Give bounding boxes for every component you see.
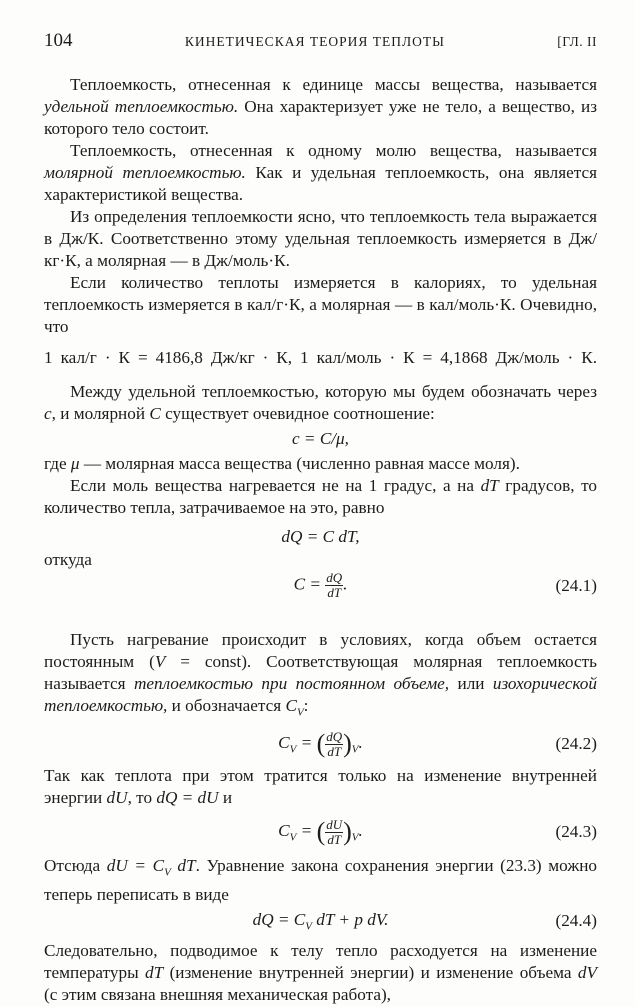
eq-sub: V (305, 920, 312, 933)
inline-equation: dQ = dU (156, 788, 219, 808)
eq-text: dQ = C dT, (281, 527, 360, 546)
eq-paren-sub: V (351, 743, 359, 756)
text: Теплоемкость, отнесенная к единице массы вещества, называется (70, 75, 597, 94)
text: Следовательно, подводимое к телу тепло расходуется на изменение температуры (44, 941, 597, 983)
text: . Уравнение закона сохранения энергии (23.3) можно теперь переписать в виде (44, 856, 597, 904)
equation-dq (44, 527, 597, 547)
eq-paren-sub: V (351, 831, 359, 844)
eq-lhs-sub: V (289, 743, 297, 756)
equation-number: (24.3) (555, 822, 597, 842)
eq-lhs: C (278, 733, 290, 753)
text: Отсюда (44, 856, 107, 876)
paragraph-relation (44, 381, 597, 425)
inline-sub: V (164, 866, 171, 879)
symbol-dT: dT (145, 963, 164, 983)
text: градусов, то количество тепла, затрачиваемое на это, равно (44, 476, 597, 517)
symbol-V: V (154, 652, 166, 671)
paragraph-heating (44, 475, 597, 519)
fraction (325, 730, 343, 759)
eq-text: c = C/μ, (292, 429, 349, 448)
paragraph-isochoric (44, 629, 597, 723)
text: Если моль вещества нагревается не на 1 градус, а на (70, 476, 481, 495)
text: Теплоемкость, отнесенная к одному молю вещества, называется (70, 141, 597, 160)
eq-lhs: C (278, 821, 290, 841)
paragraph-calories: Если количество теплоты измеряется в калориях, то удельная теплоемкость измеряется в кал/г·К, а молярная — в кал/моль·К. Очевидно, что (44, 273, 597, 336)
inline-equation-tail: dT (170, 856, 196, 876)
fraction (325, 818, 343, 847)
text: Пусть нагревание происходит в условиях, когда объем остается постоянным ( (44, 630, 597, 671)
term-molar-heat: молярной теплоемкостью. (44, 163, 246, 182)
equation-number: (24.2) (555, 734, 597, 754)
equation-24-3: $C_V$ = ( $\frac{dU}{dT}$ )$_V$. (24.3) (278, 816, 597, 847)
running-header (44, 30, 597, 52)
text: существует очевидное соотношение: (160, 404, 435, 423)
term-constant-volume: теплоемкостью при постоянном объеме, (133, 674, 450, 693)
paragraph-conclusion (44, 940, 597, 1006)
term-isochoric: изохорической теплоемкостью, (44, 674, 597, 715)
text: где (44, 454, 71, 473)
eq-lhs-sub: V (289, 831, 297, 844)
page-number: 104 (44, 30, 73, 51)
eq-tail: . (358, 821, 363, 841)
eq-tail: . (358, 733, 363, 753)
symbol-C: C (149, 404, 161, 423)
eq-lhs: C = (293, 574, 321, 594)
symbol-mu: μ (70, 454, 80, 473)
eq-sign: = (296, 733, 317, 753)
text: — молярная масса вещества (численно равная массе моля). (79, 454, 520, 473)
text: (с этим связана внешняя механическая работа), (44, 985, 391, 1005)
term-specific-heat: удельной теплоемкостью. (44, 97, 239, 116)
text: Между удельной теплоемкостью, которую мы будем обозначать через (70, 382, 597, 401)
eq-sign: = (296, 821, 317, 841)
text: : (303, 696, 309, 715)
paragraph-molar-mass (44, 453, 597, 475)
symbol-dU: dU (106, 788, 128, 808)
denominator: dT (327, 831, 342, 847)
paragraph-internal-energy (44, 765, 597, 809)
symbol-c: c (44, 404, 52, 423)
word-whence: откуда (44, 550, 92, 569)
numerator: dQ (326, 728, 343, 744)
denominator: dT (327, 585, 342, 600)
equation-number: (24.4) (555, 911, 597, 931)
eq-tail: . (343, 574, 348, 594)
text: Так как теплота при этом тратится только на изменение внутренней энергии (44, 766, 597, 808)
symbol-dT: dT (480, 476, 499, 495)
running-title: КИНЕТИЧЕСКАЯ ТЕОРИЯ ТЕПЛОТЫ (184, 34, 445, 49)
conversion-formula: 1 кал/г · К = 4186,8 Дж/кг · К, 1 кал/моль · К = 4,1868 Дж/моль · К. (44, 348, 597, 367)
text: Она характеризует уже не тело, а вещество, из которого тело состоит. (44, 97, 597, 138)
symbol-CV: C (285, 696, 297, 715)
numerator: dU (326, 816, 343, 832)
equation-c-over-mu (44, 429, 597, 449)
text: = const). Соответствующая молярная теплоемкость называется (44, 652, 597, 693)
text: , то (127, 788, 157, 808)
symbol-dV: dV (577, 963, 597, 983)
paragraph-units: Из определения теплоемкости ясно, что теплоемкость тела выражается в Дж/К. Соответственно этому удельная теплоемкость измеряется в Дж/кг·К, а молярная — в Дж/моль·К. (44, 207, 597, 270)
paragraph-specific-heat (44, 74, 597, 140)
text: или (449, 674, 493, 693)
paragraph-molar-heat (44, 140, 597, 206)
eq-text: dQ = C (252, 909, 306, 929)
text: (изменение внутренней энергии) и изменение объема (163, 963, 578, 983)
equation-24-1 (44, 571, 597, 600)
paragraph-energy-law (44, 855, 597, 905)
chapter-label: [ГЛ. II (557, 34, 597, 49)
equation-number: (24.1) (555, 575, 597, 595)
symbol-sub: V (296, 706, 304, 719)
numerator: dQ (326, 570, 343, 585)
text: Как и удельная теплоемкость, она является характеристикой вещества. (44, 163, 597, 204)
equation-24-2: $C_V$ = ( $\frac{dQ}{dT}$ )$_V$. (24.2) (278, 728, 597, 759)
eq-tail: dT + p dV. (312, 909, 389, 929)
equation-24-4 (44, 910, 597, 932)
text: , и молярной (51, 404, 150, 423)
text: и (218, 788, 233, 808)
text: и обозначается (167, 696, 286, 715)
inline-equation: dU = C (106, 856, 165, 876)
fraction (325, 571, 343, 600)
denominator: dT (327, 743, 342, 759)
